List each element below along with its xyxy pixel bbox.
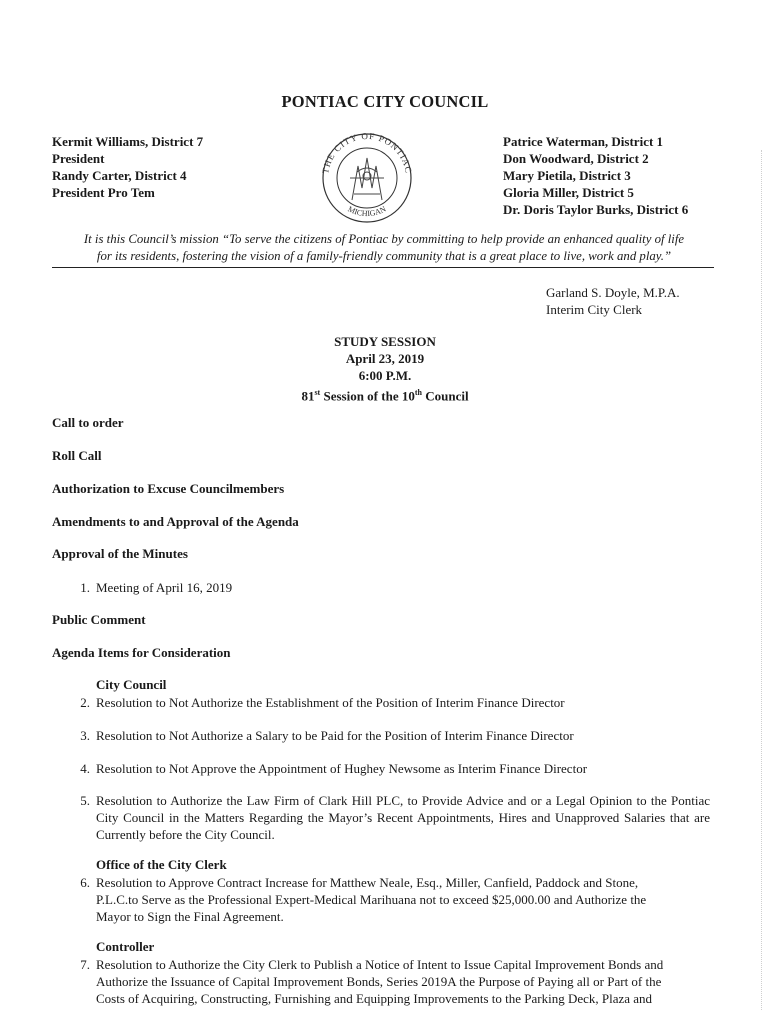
member-line: Gloria Miller, District 5 — [503, 185, 634, 200]
heading-authorization: Authorization to Excuse Councilmembers — [52, 481, 285, 496]
item-line: Mayor to Sign the Final Agreement. — [96, 909, 284, 924]
heading-amendments: Amendments to and Approval of the Agenda — [52, 514, 299, 529]
page-title: PONTIAC CITY COUNCIL — [281, 92, 489, 111]
subheading-city-council: City Council — [96, 677, 167, 692]
heading-approval-minutes: Approval of the Minutes — [52, 546, 188, 561]
session-date: April 23, 2019 — [345, 351, 425, 366]
session-type: STUDY SESSION — [334, 334, 436, 349]
item-number: 1. — [80, 580, 90, 595]
heading-roll-call: Roll Call — [52, 448, 102, 463]
member-line: Mary Pietila, District 3 — [503, 168, 631, 183]
heading-public-comment: Public Comment — [52, 612, 146, 627]
mission-line: It is this Council’s mission “To serve the citizens of Pontiac by committing to help provide an enhanced quality of life — [83, 232, 685, 246]
item-line: P.L.C.to Serve as the Professional Expert-Medical Marihuana not to exceed $25,000.00 and Authorize the — [96, 892, 647, 907]
clerk-name: Garland S. Doyle, M.P.A. — [546, 285, 680, 300]
council-members — [503, 133, 688, 218]
agenda-item-5 — [70, 792, 710, 844]
item-text — [96, 956, 663, 1007]
officer-line: Randy Carter, District 4 — [52, 168, 187, 183]
item-number: 5. — [80, 793, 90, 808]
officer-line: President Pro Tem — [52, 185, 155, 200]
officer-line: Kermit Williams, District 7 — [52, 134, 204, 149]
item-number: 3. — [80, 728, 90, 743]
subheading-office-clerk: Office of the City Clerk — [96, 857, 227, 872]
member-line: Don Woodward, District 2 — [503, 151, 649, 166]
scan-edge-line — [761, 150, 762, 1010]
item-text: Meeting of April 16, 2019 — [96, 580, 233, 595]
mission-statement — [52, 231, 716, 265]
city-seal — [312, 128, 422, 228]
session-sup: st — [314, 388, 321, 397]
heading-agenda-items: Agenda Items for Consideration — [52, 645, 231, 660]
seal-text-top: THE CITY OF PONTIAC — [320, 130, 414, 175]
session-number — [0, 384, 770, 404]
item-text — [96, 874, 646, 925]
session-time: 6:00 P.M. — [358, 368, 412, 383]
item-line: Resolution to Approve Contract Increase for Matthew Neale, Esq., Miller, Canfield, Paddock and Stone, — [96, 875, 639, 890]
item-text: Resolution to Authorize the Law Firm of Clark Hill PLC, to Provide Advice and or a Legal Opinion to the Pontiac City Council in the Matters Regarding the Mayor’s Recent Appointments, Hires and Unapproved Salaries that are Currently before the City Council. — [96, 793, 710, 842]
session-num: 81 — [301, 388, 315, 404]
item-line: Costs of Acquiring, Constructing, Furnishing and Equipping Improvements to the Parking Deck, Plaza and — [96, 991, 653, 1006]
mission-line: for its residents, fostering the vision of a family-friendly community that is a great place to live, work and play.” — [96, 249, 672, 263]
session-end: Council — [421, 388, 469, 404]
subheading-controller: Controller — [96, 939, 155, 954]
seal-text-bottom: MICHIGAN — [346, 204, 388, 219]
item-number: 2. — [80, 695, 90, 710]
item-number: 6. — [80, 875, 90, 890]
header-divider — [52, 267, 714, 268]
item-number: 7. — [80, 957, 90, 972]
officer-line: President — [52, 151, 105, 166]
session-block — [0, 333, 770, 404]
member-line: Patrice Waterman, District 1 — [503, 134, 664, 149]
item-text: Resolution to Not Authorize the Establishment of the Position of Interim Finance Director — [96, 695, 565, 710]
item-line: Authorize the Issuance of Capital Improvement Bonds, Series 2019A the Purpose of Paying all or Part of the — [96, 974, 662, 989]
item-text: Resolution to Not Approve the Appointment of Hughey Newsome as Interim Finance Director — [96, 761, 588, 776]
session-mid: Session of the 10 — [320, 388, 415, 404]
clerk-title: Interim City Clerk — [546, 302, 643, 317]
clerk-block — [546, 284, 680, 318]
council-sup: th — [414, 388, 422, 397]
heading-call-to-order: Call to order — [52, 415, 124, 430]
item-line: Resolution to Authorize the City Clerk to Publish a Notice of Intent to Issue Capital Improvement Bonds and — [96, 957, 664, 972]
item-text: Resolution to Not Authorize a Salary to be Paid for the Position of Interim Finance Director — [96, 728, 574, 743]
council-officers — [52, 133, 203, 201]
item-number: 4. — [80, 761, 90, 776]
member-line: Dr. Doris Taylor Burks, District 6 — [503, 202, 689, 217]
